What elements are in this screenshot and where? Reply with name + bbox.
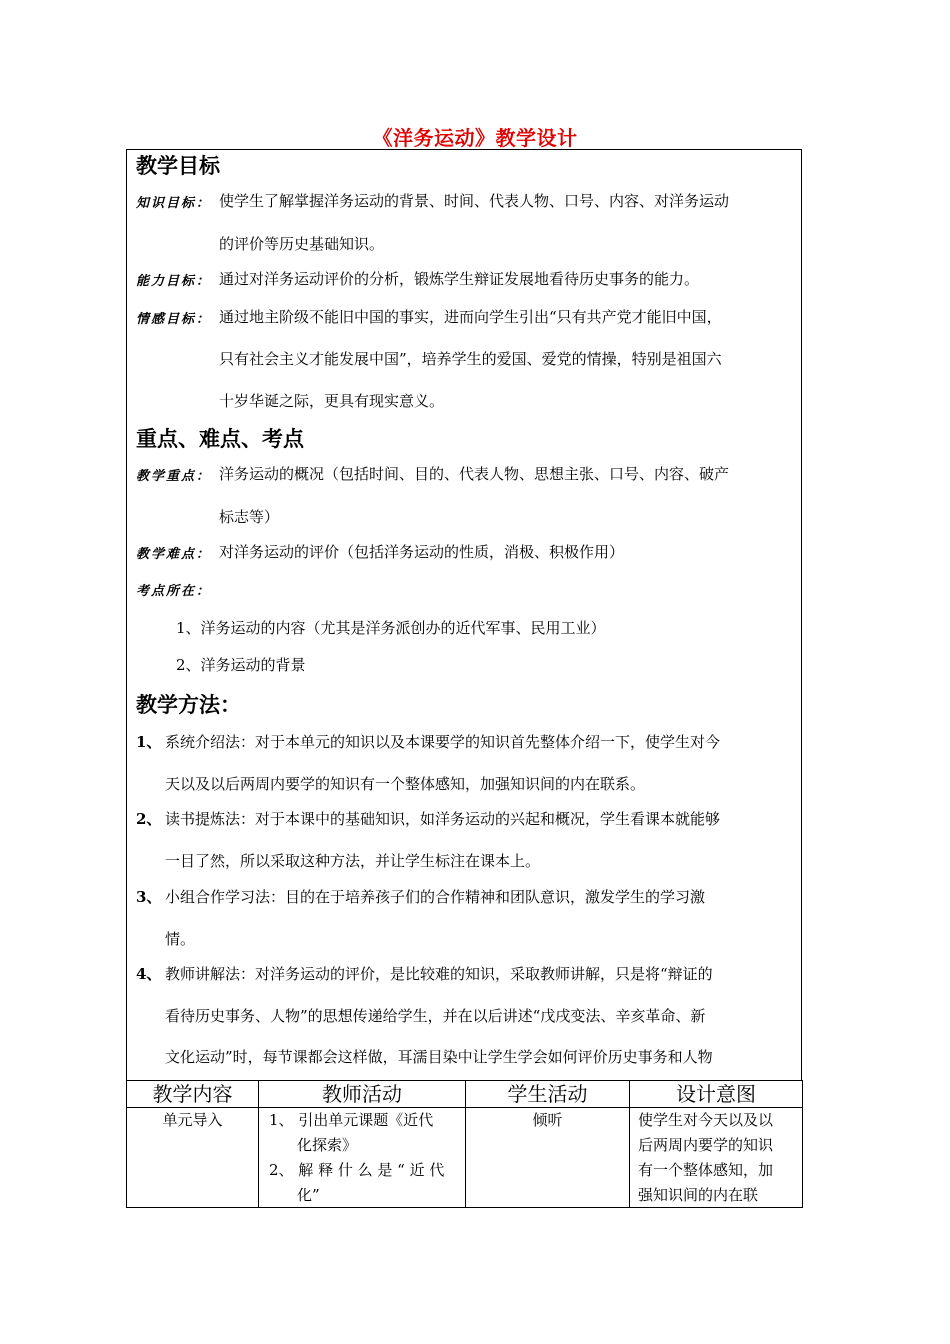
method-4-line-2: 看待历史事务、人物”的思想传递给学生，并在以后讲述“戊戌变法、辛亥革命、新	[165, 1007, 706, 1025]
emotion-line-2: 只有社会主义才能发展中国”，培养学生的爱国、爱党的情操，特别是祖国六	[219, 350, 722, 368]
cell-teacher-line-4: 化”	[297, 1186, 320, 1204]
ability-line-1: 通过对洋务运动评价的分析，锻炼学生辩证发展地看待历史事务的能力。	[219, 270, 700, 288]
difficulty-label: 教学难点：	[136, 547, 212, 562]
focus-line-1: 洋务运动的概况（包括时间、目的、代表人物、思想主张、口号、内容、破产	[219, 465, 730, 483]
header-teacher: 教师活动	[322, 1082, 402, 1106]
objectives-heading: 教学目标	[136, 153, 220, 178]
method-2-line-1: 读书提炼法：对于本课中的基础知识，如洋务运动的兴起和概况，学生看课本就能够	[165, 810, 721, 828]
cell-intent-line-4: 强知识间的内在联	[638, 1186, 759, 1204]
knowledge-line-1: 使学生了解掌握洋务运动的背景、时间、代表人物、口号、内容、对洋务运动	[219, 192, 730, 210]
emotion-line-1: 通过地主阶级不能旧中国的事实，进而向学生引出“只有共产党才能旧中国，	[219, 308, 722, 326]
cell-student: 倾听	[532, 1111, 563, 1129]
method-1-line-2: 天以及以后两周内要学的知识有一个整体感知，加强知识间的内在联系。	[165, 775, 646, 793]
focus-line-2: 标志等）	[219, 508, 280, 526]
ability-label: 能力目标：	[136, 274, 212, 289]
cell-intent-line-2: 后两周内要学的知识	[638, 1136, 774, 1154]
method-1-number: 1、	[136, 733, 162, 751]
method-2-number: 2、	[136, 810, 162, 828]
emotion-label: 情感目标：	[136, 312, 212, 327]
key-points-heading: 重点、难点、考点	[136, 426, 304, 451]
cell-teacher-line-2: 化探索》	[297, 1136, 358, 1154]
methods-heading: 教学方法：	[136, 692, 241, 717]
header-student: 学生活动	[507, 1082, 588, 1106]
method-3-line-2: 情。	[165, 930, 196, 948]
header-intent: 设计意图	[676, 1082, 756, 1106]
cell-content: 单元导入	[162, 1111, 223, 1129]
cell-teacher-line-3: 2、 解 释 什 么 是 “ 近 代	[269, 1161, 445, 1179]
method-2-line-2: 一目了然，所以采取这种方法，并让学生标注在课本上。	[165, 852, 541, 870]
header-content: 教学内容	[152, 1082, 233, 1106]
cell-intent-line-1: 使学生对今天以及以	[638, 1111, 774, 1129]
exam-label: 考点所在：	[136, 584, 212, 599]
emotion-line-3: 十岁华诞之际，更具有现实意义。	[219, 392, 445, 410]
method-1-line-1: 系统介绍法：对于本单元的知识以及本课要学的知识首先整体介绍一下，使学生对今	[165, 733, 721, 751]
focus-label: 教学重点：	[136, 469, 212, 484]
exam-item-2: 2、洋务运动的背景	[176, 656, 306, 674]
cell-teacher-line-1: 1、 引出单元课题《近代	[269, 1111, 434, 1129]
method-4-line-3: 文化运动”时，每节课都会这样做，耳濡目染中让学生学会如何评价历史事务和人物	[165, 1048, 713, 1066]
method-4-line-1: 教师讲解法：对洋务运动的评价，是比较难的知识，采取教师讲解，只是将“辩证的	[165, 965, 713, 983]
knowledge-label: 知识目标：	[136, 196, 212, 211]
lesson-table	[126, 1080, 803, 1208]
method-3-line-1: 小组合作学习法：目的在于培养孩子们的合作精神和团队意识，激发学生的学习激	[165, 888, 706, 906]
cell-intent-line-3: 有一个整体感知，加	[638, 1161, 774, 1179]
difficulty-line-1: 对洋务运动的评价（包括洋务运动的性质，消极、积极作用）	[219, 543, 625, 561]
method-3-number: 3、	[136, 888, 162, 906]
document-title: 《洋务运动》教学设计	[372, 126, 578, 150]
knowledge-line-2: 的评价等历史基础知识。	[219, 235, 385, 253]
exam-item-1: 1、洋务运动的内容（尤其是洋务派创办的近代军事、民用工业）	[176, 619, 606, 637]
method-4-number: 4、	[136, 965, 162, 983]
